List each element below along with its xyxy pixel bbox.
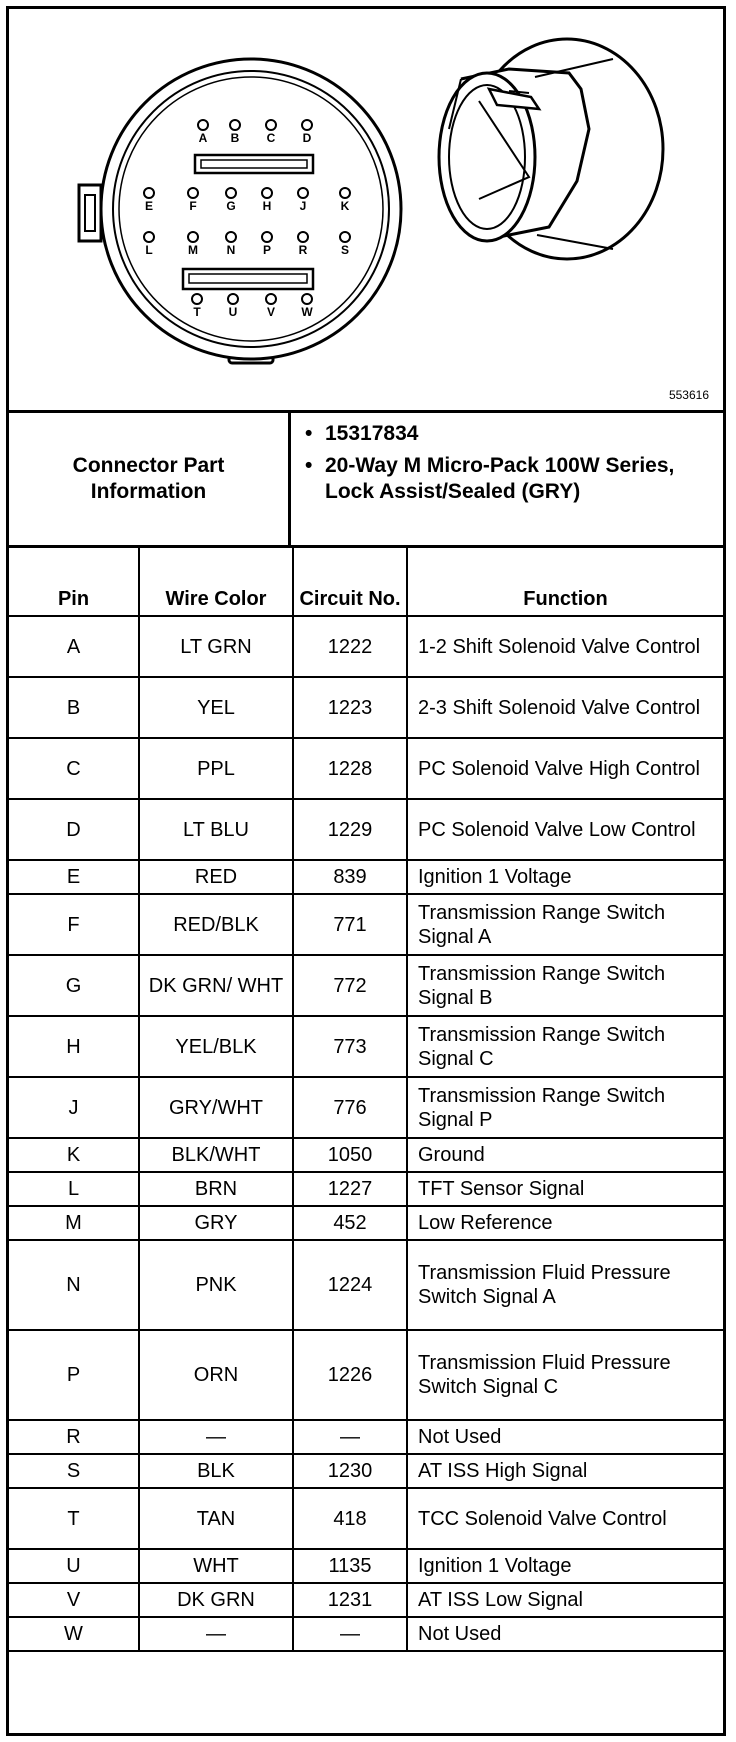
circuit-cell: 452 — [293, 1206, 407, 1240]
wire-color-cell: YEL — [139, 677, 293, 738]
pin-socket-S — [340, 232, 350, 242]
pin-label-K: K — [340, 199, 350, 213]
connector-info-list — [291, 413, 723, 545]
connector-part-information — [9, 413, 723, 548]
connector-description: • 20-Way M Micro-Pack 100W Series, Lock Assist/Sealed (GRY) — [303, 453, 713, 505]
circuit-cell: 776 — [293, 1077, 407, 1138]
pin-table — [9, 548, 723, 1652]
pin-label-U: U — [228, 305, 238, 319]
pin-socket-M — [188, 232, 198, 242]
wire-color-cell: PPL — [139, 738, 293, 799]
pin-label-E: E — [144, 199, 154, 213]
function-cell: Ground — [407, 1138, 723, 1172]
pin-label-R: R — [298, 243, 308, 257]
pin-cell: B — [9, 677, 139, 738]
pin-cell: R — [9, 1420, 139, 1454]
pin-label-V: V — [266, 305, 276, 319]
pin-table-header — [9, 548, 723, 616]
pin-row — [9, 1330, 723, 1420]
function-cell: Ignition 1 Voltage — [407, 1549, 723, 1583]
pin-label-N: N — [226, 243, 236, 257]
figure-number: 553616 — [668, 388, 709, 402]
pin-cell: F — [9, 894, 139, 955]
pin-cell: M — [9, 1206, 139, 1240]
pin-row — [9, 860, 723, 894]
function-cell: Low Reference — [407, 1206, 723, 1240]
function-cell: TCC Solenoid Valve Control — [407, 1488, 723, 1549]
header-pin: Pin — [9, 548, 139, 616]
pin-label-B: B — [230, 131, 240, 145]
function-cell: 2-3 Shift Solenoid Valve Control — [407, 677, 723, 738]
pin-socket-V — [266, 294, 276, 304]
wire-color-cell: YEL/BLK — [139, 1016, 293, 1077]
wire-color-cell: ORN — [139, 1330, 293, 1420]
pin-socket-H — [262, 188, 272, 198]
pin-row — [9, 616, 723, 677]
circuit-cell: 1223 — [293, 677, 407, 738]
pin-row — [9, 955, 723, 1016]
pin-row — [9, 1206, 723, 1240]
pin-cell: E — [9, 860, 139, 894]
pin-label-F: F — [189, 199, 197, 213]
circuit-cell: 1231 — [293, 1583, 407, 1617]
function-cell: Transmission Fluid Pressure Switch Signal A — [407, 1240, 723, 1330]
pin-row — [9, 1617, 723, 1651]
pin-label-H: H — [262, 199, 272, 213]
circuit-cell: 1228 — [293, 738, 407, 799]
header-function: Function — [407, 548, 723, 616]
pin-socket-P — [262, 232, 272, 242]
pin-cell: A — [9, 616, 139, 677]
function-cell: TFT Sensor Signal — [407, 1172, 723, 1206]
function-cell: Transmission Range Switch Signal C — [407, 1016, 723, 1077]
pin-cell: G — [9, 955, 139, 1016]
circuit-cell: 1224 — [293, 1240, 407, 1330]
pin-socket-L — [144, 232, 154, 242]
circuit-cell: 1229 — [293, 799, 407, 860]
circuit-cell: 1222 — [293, 616, 407, 677]
pin-cell: T — [9, 1488, 139, 1549]
pin-label-G: G — [226, 199, 236, 213]
pin-cell: W — [9, 1617, 139, 1651]
pin-cell: N — [9, 1240, 139, 1330]
part-number: • 15317834 — [303, 421, 713, 447]
circuit-cell: 418 — [293, 1488, 407, 1549]
pin-socket-K — [340, 188, 350, 198]
circuit-cell: 1050 — [293, 1138, 407, 1172]
pin-label-A: A — [198, 131, 208, 145]
pin-socket-A — [198, 120, 208, 130]
function-cell: PC Solenoid Valve High Control — [407, 738, 723, 799]
header-wire-color: Wire Color — [139, 548, 293, 616]
pin-row — [9, 1454, 723, 1488]
connector-body-illustration — [439, 39, 663, 259]
circuit-cell: 839 — [293, 860, 407, 894]
circuit-cell: 1227 — [293, 1172, 407, 1206]
pin-row — [9, 799, 723, 860]
wire-color-cell: BLK/WHT — [139, 1138, 293, 1172]
function-cell: Transmission Fluid Pressure Switch Signal C — [407, 1330, 723, 1420]
circuit-cell: — — [293, 1420, 407, 1454]
pin-socket-N — [226, 232, 236, 242]
pin-cell: S — [9, 1454, 139, 1488]
pin-socket-U — [228, 294, 238, 304]
pin-row — [9, 894, 723, 955]
pin-row — [9, 1016, 723, 1077]
pin-socket-T — [192, 294, 202, 304]
function-cell: Transmission Range Switch Signal A — [407, 894, 723, 955]
circuit-cell: 1230 — [293, 1454, 407, 1488]
pin-cell: J — [9, 1077, 139, 1138]
pin-row — [9, 1172, 723, 1206]
pin-socket-G — [226, 188, 236, 198]
pin-row — [9, 1488, 723, 1549]
pin-cell: C — [9, 738, 139, 799]
pin-label-D: D — [302, 131, 312, 145]
pin-row — [9, 677, 723, 738]
pin-cell: H — [9, 1016, 139, 1077]
connector-sheet — [6, 6, 726, 1736]
pin-label-M: M — [188, 243, 198, 257]
pin-label-L: L — [145, 243, 153, 257]
pin-cell: L — [9, 1172, 139, 1206]
pin-row — [9, 1583, 723, 1617]
pin-socket-B — [230, 120, 240, 130]
function-cell: AT ISS High Signal — [407, 1454, 723, 1488]
pin-socket-W — [302, 294, 312, 304]
wire-color-cell: RED — [139, 860, 293, 894]
function-cell: AT ISS Low Signal — [407, 1583, 723, 1617]
pin-label-S: S — [340, 243, 350, 257]
pin-label-P: P — [262, 243, 272, 257]
pin-socket-F — [188, 188, 198, 198]
connector-info-label-cell — [9, 413, 291, 545]
connector-illustration — [9, 9, 723, 413]
wire-color-cell: WHT — [139, 1549, 293, 1583]
wire-color-cell: — — [139, 1420, 293, 1454]
circuit-cell: 1226 — [293, 1330, 407, 1420]
wire-color-cell: GRY/WHT — [139, 1077, 293, 1138]
pin-label-C: C — [266, 131, 276, 145]
pin-row — [9, 738, 723, 799]
connector-info-label: Connector Part Information — [72, 454, 225, 503]
wire-color-cell: DK GRN — [139, 1583, 293, 1617]
pin-cell: V — [9, 1583, 139, 1617]
pin-socket-J — [298, 188, 308, 198]
pin-socket-C — [266, 120, 276, 130]
pin-row — [9, 1549, 723, 1583]
function-cell: Transmission Range Switch Signal B — [407, 955, 723, 1016]
circuit-cell: 773 — [293, 1016, 407, 1077]
pin-cell: K — [9, 1138, 139, 1172]
wire-color-cell: — — [139, 1617, 293, 1651]
pin-socket-E — [144, 188, 154, 198]
wire-color-cell: TAN — [139, 1488, 293, 1549]
wire-color-cell: DK GRN/ WHT — [139, 955, 293, 1016]
function-cell: Not Used — [407, 1420, 723, 1454]
pin-label-J: J — [299, 199, 307, 213]
wire-color-cell: BLK — [139, 1454, 293, 1488]
function-cell: PC Solenoid Valve Low Control — [407, 799, 723, 860]
circuit-cell: 772 — [293, 955, 407, 1016]
pin-cell: P — [9, 1330, 139, 1420]
pin-label-T: T — [193, 305, 201, 319]
pin-row — [9, 1077, 723, 1138]
wire-color-cell: GRY — [139, 1206, 293, 1240]
circuit-cell: — — [293, 1617, 407, 1651]
wire-color-cell: LT GRN — [139, 616, 293, 677]
wire-color-cell: LT BLU — [139, 799, 293, 860]
circuit-cell: 1135 — [293, 1549, 407, 1583]
pin-row — [9, 1240, 723, 1330]
wire-color-cell: RED/BLK — [139, 894, 293, 955]
pin-row — [9, 1138, 723, 1172]
wire-color-cell: PNK — [139, 1240, 293, 1330]
pin-socket-D — [302, 120, 312, 130]
pin-label-W: W — [301, 305, 313, 319]
circuit-cell: 771 — [293, 894, 407, 955]
wire-color-cell: BRN — [139, 1172, 293, 1206]
pin-cell: D — [9, 799, 139, 860]
pin-cell: U — [9, 1549, 139, 1583]
function-cell: Not Used — [407, 1617, 723, 1651]
function-cell: Transmission Range Switch Signal P — [407, 1077, 723, 1138]
header-circuit-no: Circuit No. — [293, 548, 407, 616]
function-cell: 1-2 Shift Solenoid Valve Control — [407, 616, 723, 677]
pin-table-body — [9, 616, 723, 1651]
function-cell: Ignition 1 Voltage — [407, 860, 723, 894]
pin-socket-R — [298, 232, 308, 242]
connector-face-drawing — [9, 9, 723, 413]
pin-row — [9, 1420, 723, 1454]
